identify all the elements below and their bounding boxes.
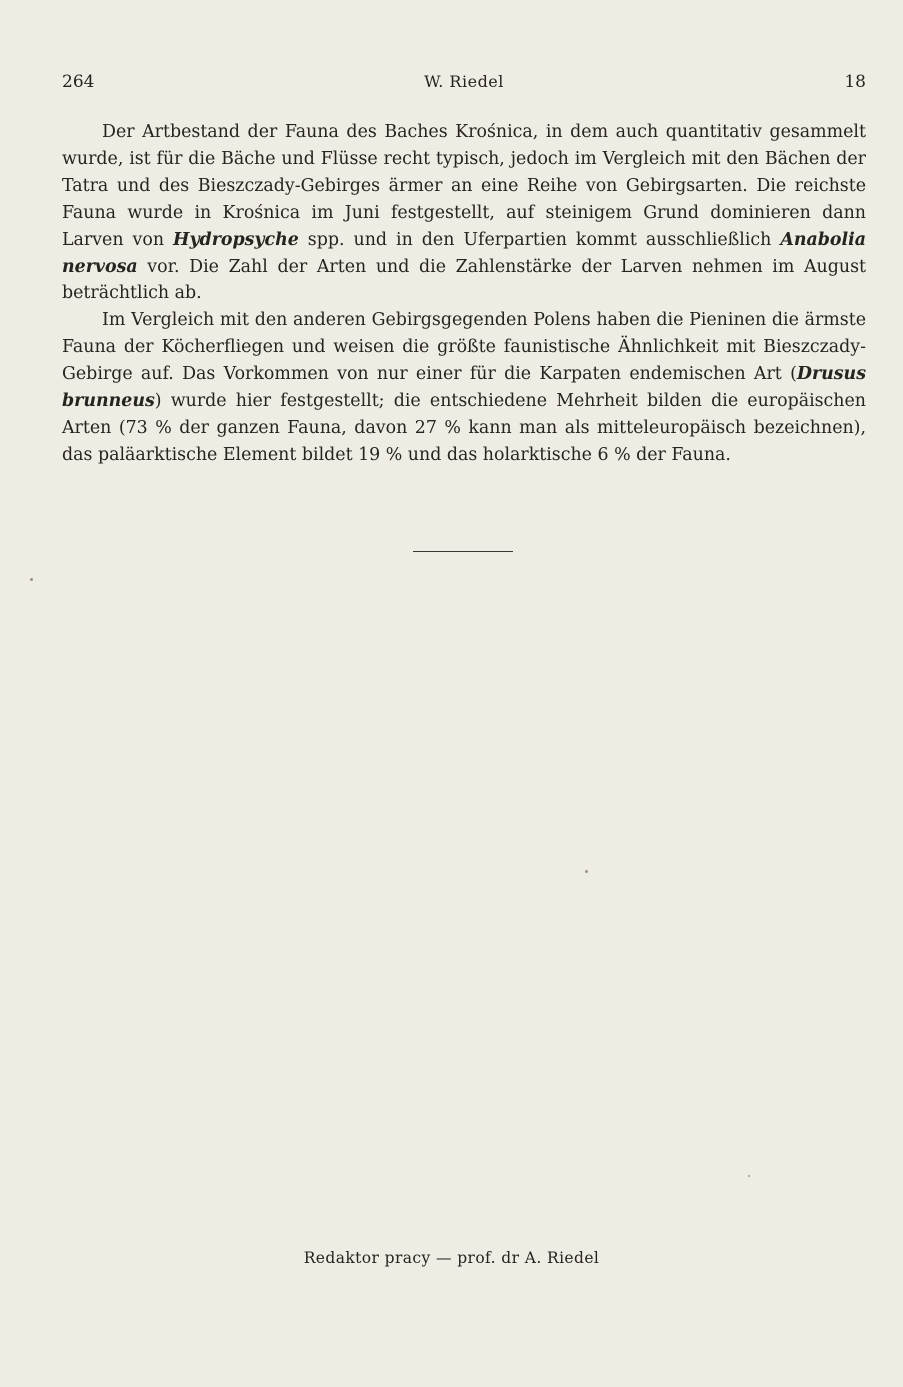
text-run: vor. Die Zahl der Arten und die Zahlenstärke der Larven nehmen im August beträchtlich ab. [62, 256, 866, 304]
issue-number: 18 [844, 72, 866, 92]
running-title: W. Riedel [424, 72, 504, 91]
species-name: Drusus brunneus [62, 364, 866, 412]
text-run: ) wurde hier festgestellt; die entschiedene Mehrheit bilden die europäischen Arten (73 % der ganzen Fauna, davon 27 % kann man als mitteleuropäisch bezeichnen), das paläarktische Element bildet 19 % und das holarktische 6 % der Fauna. [62, 391, 866, 465]
paper-speck [585, 870, 588, 873]
page-number: 264 [62, 72, 95, 92]
species-name: Hydropsyche [173, 229, 299, 250]
species-name: Anabolia nervosa [62, 229, 866, 277]
text-run: Der Artbestand der Fauna des Baches Krośnica, in dem auch quantitativ gesammelt wurde, ist für die Bäche und Flüsse recht typisch, jedoch im Vergleich mit den Bächen der Tatra und des Bieszczady-Gebirges ärmer an eine Reihe von Gebirgsarten. Die reichste Fauna wurde in Krośnica im Juni festgestellt, auf steinigem Grund dominieren dann Larven von [62, 122, 866, 250]
paragraph [62, 119, 866, 307]
paragraph [62, 307, 866, 468]
text-run: spp. und in den Uferpartien kommt ausschließlich [298, 229, 781, 250]
editor-credit: Redaktor pracy — prof. dr A. Riedel [303, 1249, 600, 1267]
paper-speck [748, 1175, 750, 1177]
body-text [62, 119, 866, 469]
text-run: Im Vergleich mit den anderen Gebirgsgegenden Polens haben die Pieninen die ärmste Fauna der Köcherfliegen und weisen die größte faunistische Ähnlichkeit mit Bieszczady-Gebirge auf. Das Vorkommen von nur einer für die Karpaten endemischen Art ( [62, 310, 866, 385]
paper-speck [30, 578, 33, 581]
page-header [62, 72, 866, 98]
section-divider [413, 551, 513, 552]
